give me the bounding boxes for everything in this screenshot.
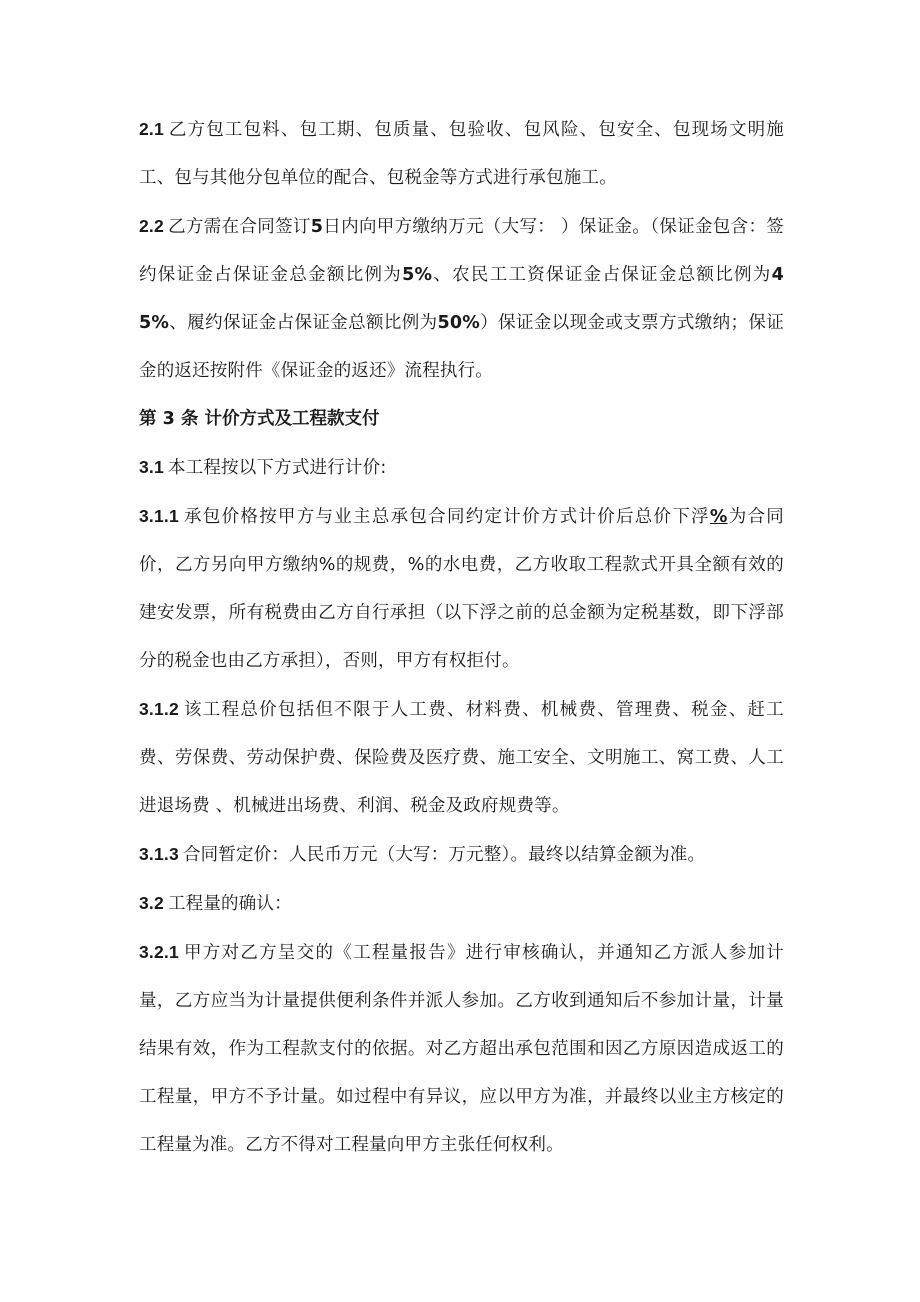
heading-prefix: 第 [139,409,157,429]
clause-text: 合同暂定价：人民币万元（大写：万元整）。最终以结算金额为准。 [182,845,706,865]
clause-percent: 50% [437,313,481,333]
clause-text: 乙方包工包料、包工期、包质量、包验收、包风险、包安全、包现场文明施工、包与其他分包单位的配合、包税金等方式进行承包施工。 [139,120,784,188]
clause-number: 3.1.2 [139,699,179,719]
clause-percent: 45% [139,265,784,333]
clause-3-2 [139,879,784,928]
clause-text: 该工程总价包括但不限于人工费、材料费、机械费、管理费、税金、赶工费、劳保费、劳动保护费、保险费及医疗费、施工安全、文明施工、窝工费、人工进退场费 、机械进出场费、利润、税金及政府规费等。 [139,700,784,816]
article-3-heading [139,395,784,443]
clause-text: 日内向甲方缴纳万元（大写： ）保证金。（保证金包含：签约保证金占保证金总金额比例为 [139,217,784,285]
clause-percent: 5% [402,265,433,285]
clause-text: 甲方对乙方呈交的《工程量报告》进行审核确认，并通知乙方派人参加计量，乙方应当为计量提供便利条件并派人参加。乙方收到通知后不参加计量，计量结果有效，作为工程款支付的依据。对乙方超出承包范围和因乙方原因造成返工的工程量，甲方不予计量。如过程中有异议，应以甲方为准，并最终以业主方核定的工程量为准。乙方不得对工程量向甲方主张任何权利。 [139,943,784,1155]
clause-number: 2.1 [139,119,164,139]
clause-number: 3.2.1 [139,942,179,962]
clause-number: 3.1.3 [139,844,179,864]
clause-text: 、履约保证金占保证金总额比例为 [169,313,438,333]
clause-3-2-1 [139,928,784,1169]
clause-text: 为合同价，乙方另向甲方缴纳%的规费，%的水电费，乙方收取工程款式开具全额有效的建安发票，所有税费由乙方自行承担（以下浮之前的总金额为定税基数，即下浮部分的税金也由乙方承担），否则，甲方有权拒付。 [139,507,784,671]
heading-number: 3 [162,409,175,429]
clause-2-2 [139,202,784,395]
clause-text: ）保证金以现金或支票方式缴纳；保证金的返还按附件《保证金的返还》流程执行。 [139,313,785,381]
clause-3-1-3 [139,830,784,879]
clause-2-1 [139,105,784,202]
document-page [139,105,784,1169]
clause-number: 2.2 [139,216,164,236]
clause-3-1 [139,443,784,492]
clause-text: 工程量的确认： [167,894,292,914]
heading-text: 条 计价方式及工程款支付 [180,409,380,429]
clause-text: 乙方需在合同签订 [167,217,311,237]
clause-3-1-1 [139,492,784,685]
underlined-percent: % [709,507,728,527]
clause-3-1-2 [139,685,784,830]
clause-number: 3.1.1 [139,506,179,526]
clause-number-inline: 5 [310,217,324,237]
clause-number: 3.2 [139,893,164,913]
clause-text: 承包价格按甲方与业主总承包合同约定计价方式计价后总价下浮 [182,507,710,527]
clause-text: 、农民工工资保证金占保证金总额比例为 [432,265,772,285]
clause-number: 3.1 [139,457,164,477]
clause-text: 本工程按以下方式进行计价: [167,458,387,478]
